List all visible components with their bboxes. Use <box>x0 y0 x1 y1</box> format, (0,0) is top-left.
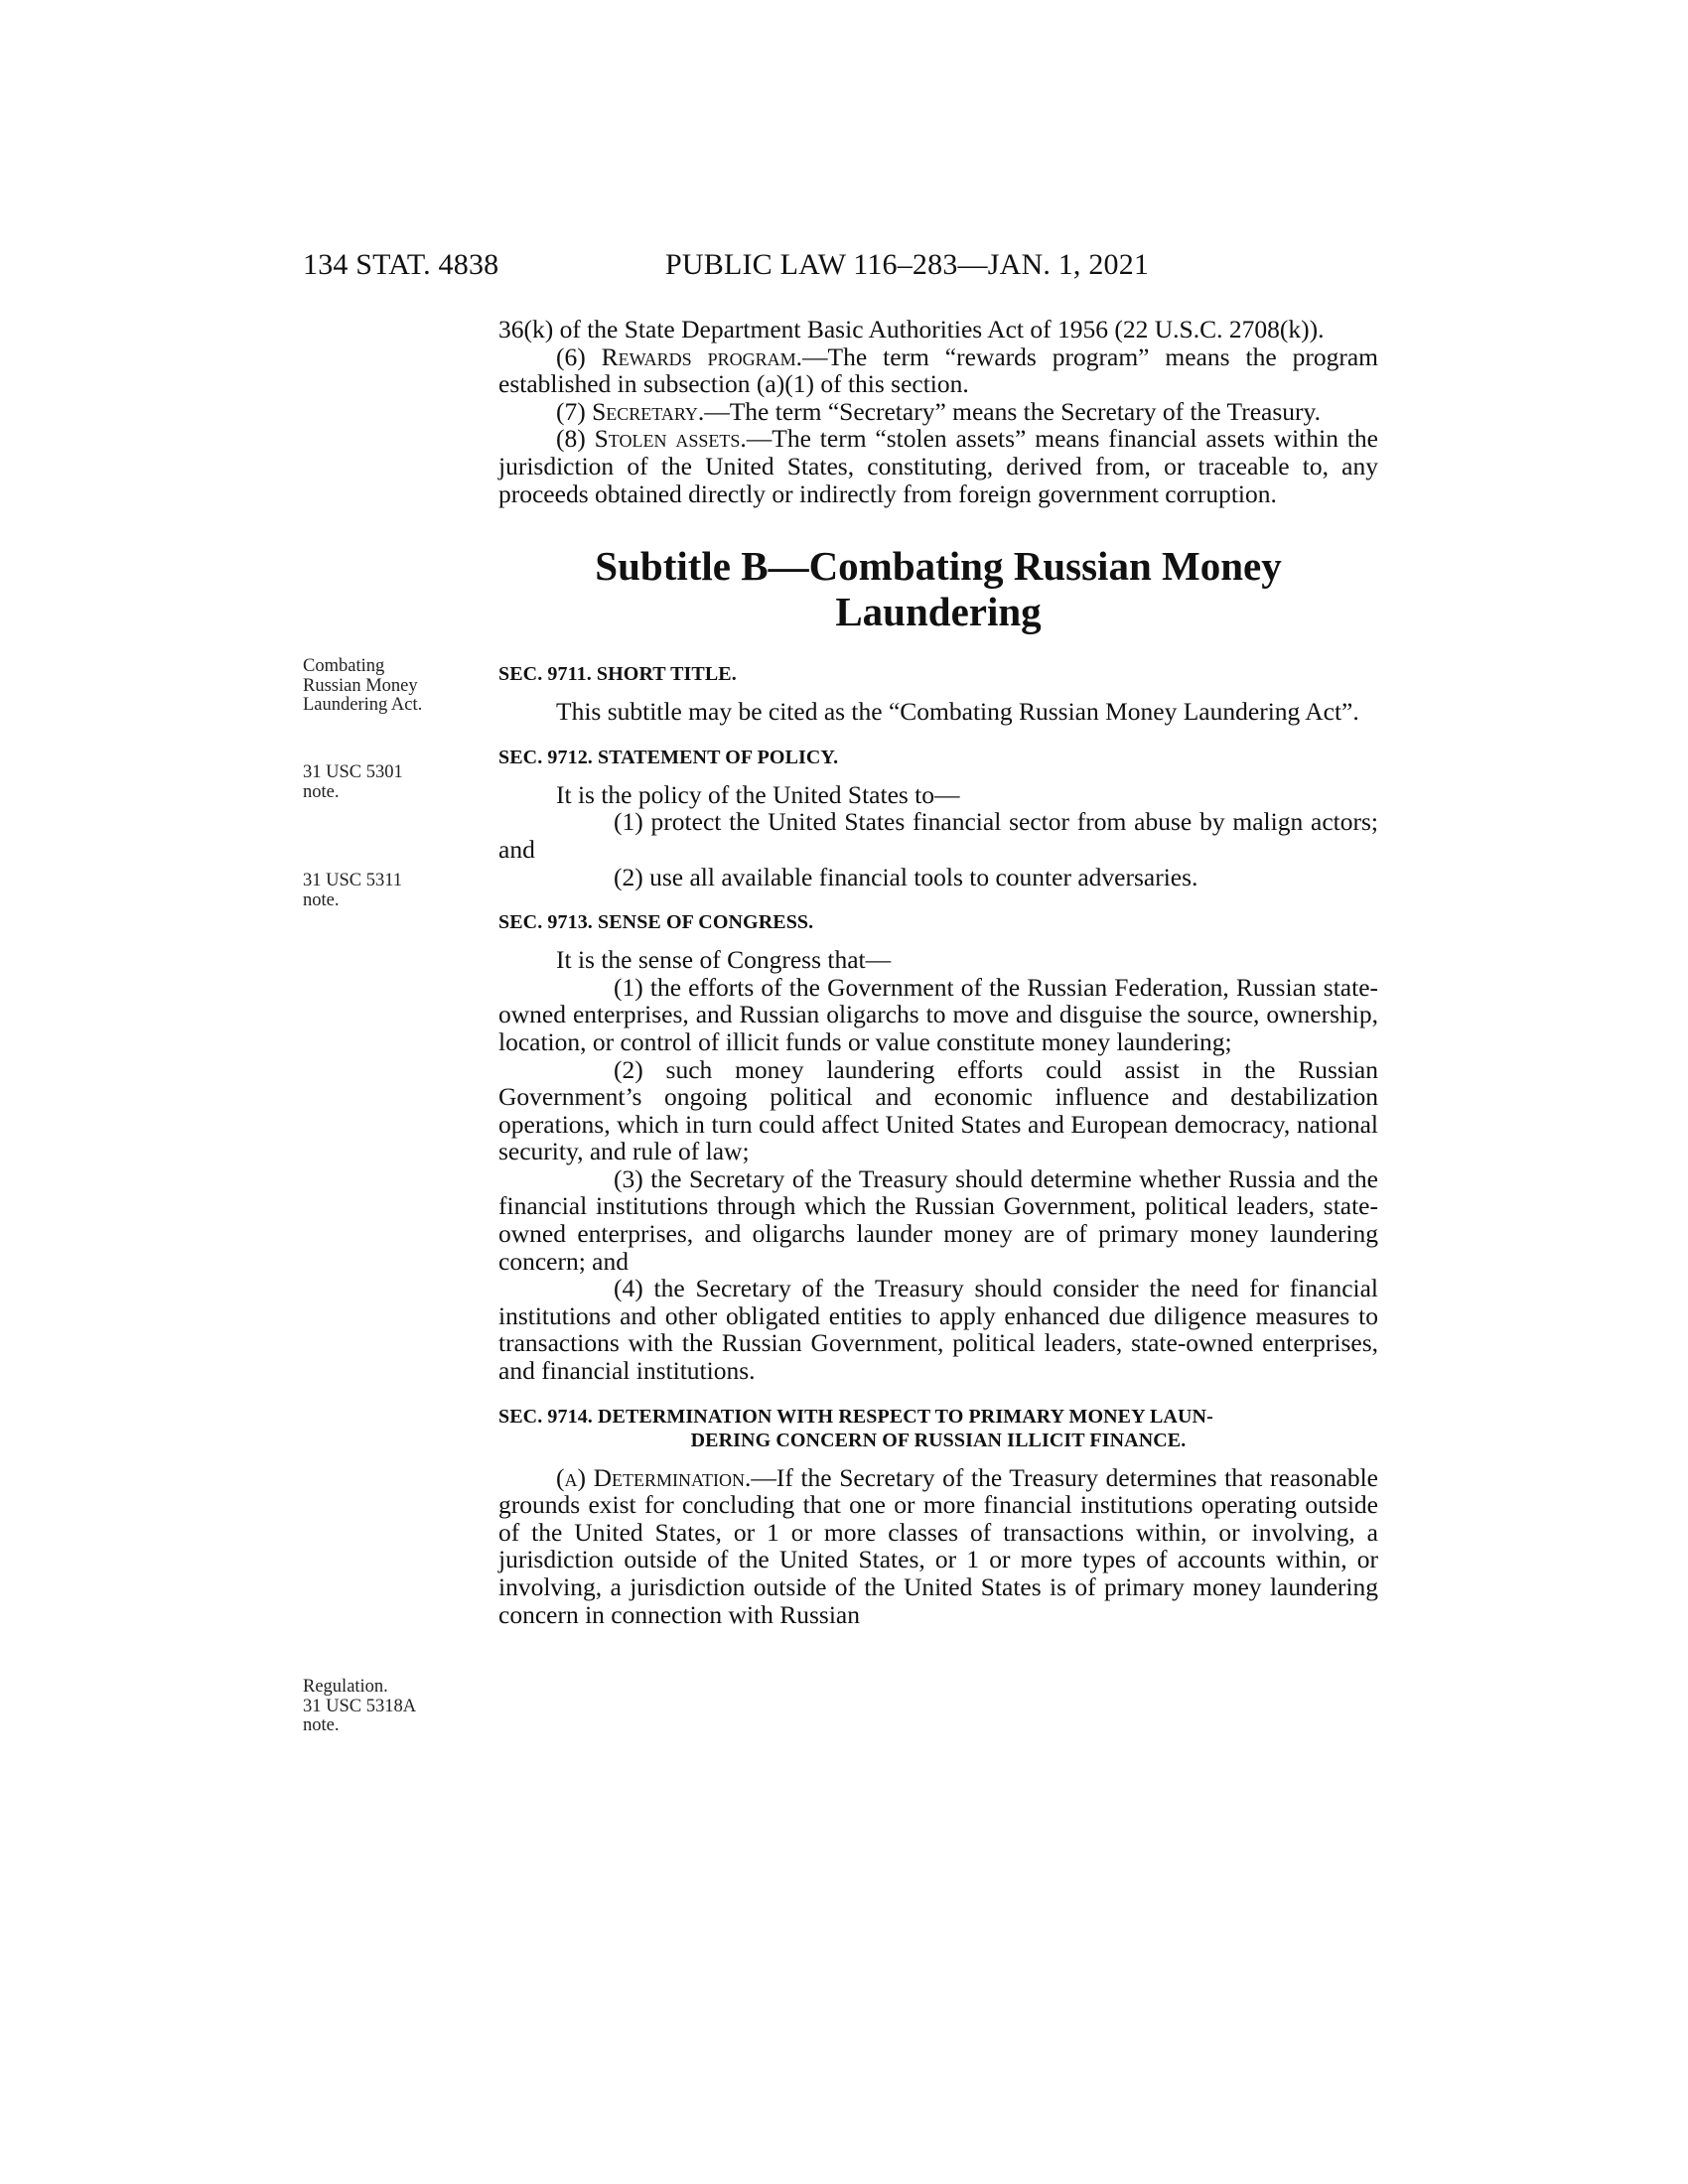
subtitle-heading: Subtitle B—Combating Russian Money Laundering <box>595 543 1282 635</box>
margin-note-sec-9712: 31 USC 5311 note. <box>303 871 403 910</box>
section-9713-intro: It is the sense of Congress that— <box>556 945 892 975</box>
section-9713-item-4: (4) the Secretary of the Treasury should consider the need for financial institutions and other obligated entities to apply enhanced due diligence measures to transactions with the Russian Government, political leaders, state-owned enterprises, and financial institutions. <box>498 1274 1378 1386</box>
continued-paragraph: 36(k) of the State Department Basic Authorities Act of 1956 (22 U.S.C. 2708(k)). <box>498 315 1325 343</box>
section-heading-9711: SEC. 9711. SHORT TITLE. <box>498 663 737 686</box>
public-law-citation: PUBLIC LAW 116–283—JAN. 1, 2021 <box>665 248 1150 281</box>
section-9711-text: This subtitle may be cited as the “Combating Russian Money Laundering Act”. <box>556 697 1359 727</box>
body-text-column <box>498 316 1378 1628</box>
section-heading-9712: SEC. 9712. STATEMENT OF POLICY. <box>498 746 839 768</box>
section-9712-item-1: (1) protect the United States financial sector from abuse by malign actors; and <box>498 807 1378 864</box>
definition-secretary: (7) Secretary.—The term “Secretary” means the Secretary of the Treasury. <box>556 396 1321 426</box>
section-9713-item-2: (2) such money laundering efforts could assist in the Russian Government’s ongoing political and economic influence and destabilization operations, which in turn could affect United States and European democracy, national security, and rule of law; <box>498 1054 1378 1166</box>
section-9713-item-3: (3) the Secretary of the Treasury should determine whether Russia and the financial institutions through which the Russian Government, political leaders, state-owned enterprises, and oligarchs launder money are of primary money laundering concern; and <box>498 1163 1378 1276</box>
section-9712-intro: It is the policy of the United States to— <box>556 779 960 809</box>
section-9714-subsection-a: (a) Determination.—If the Secretary of the Treasury determines that reasonable grounds exist for concluding that one or more financial institutions operating outside of the United States, or 1 or more classes of transactions within, or involving, a jurisdiction outside of the United States, or 1 or more types of accounts within, or involving, a jurisdiction outside of the United States is of primary money laundering concern in connection with Russian <box>498 1462 1378 1629</box>
section-heading-9714: SEC. 9714. DETERMINATION WITH RESPECT TO PRIMARY MONEY LAUN- DERING CONCERN OF RUSSIAN ILLICIT FINANCE. <box>498 1405 1213 1451</box>
section-heading-9713: SEC. 9713. SENSE OF CONGRESS. <box>498 911 814 934</box>
section-9712-item-2: (2) use all available financial tools to counter adversaries. <box>614 862 1198 891</box>
statute-page-number: 134 STAT. 4838 <box>303 248 499 281</box>
page-header <box>303 248 1385 288</box>
margin-note-sec-9714: Regulation. 31 USC 5318A note. <box>303 1677 417 1735</box>
margin-note-short-title: Combating Russian Money Laundering Act. <box>303 656 423 715</box>
definition-stolen-assets: (8) Stolen assets.—The term “stolen assets” means financial assets within the jurisdiction of the United States, constituting, derived from, or traceable to, any proceeds obtained directly or indirectly from foreign government corruption. <box>498 424 1378 508</box>
definition-rewards-program: (6) Rewards program.—The term “rewards program” means the program established in subsection (a)(1) of this section. <box>498 341 1378 399</box>
section-9713-item-1: (1) the efforts of the Government of the Russian Federation, Russian state-owned enterprises, and Russian oligarchs to move and disguise the source, ownership, location, or control of illicit funds or value constitute money laundering; <box>498 972 1378 1056</box>
margin-note-sec-9711: 31 USC 5301 note. <box>303 762 403 802</box>
